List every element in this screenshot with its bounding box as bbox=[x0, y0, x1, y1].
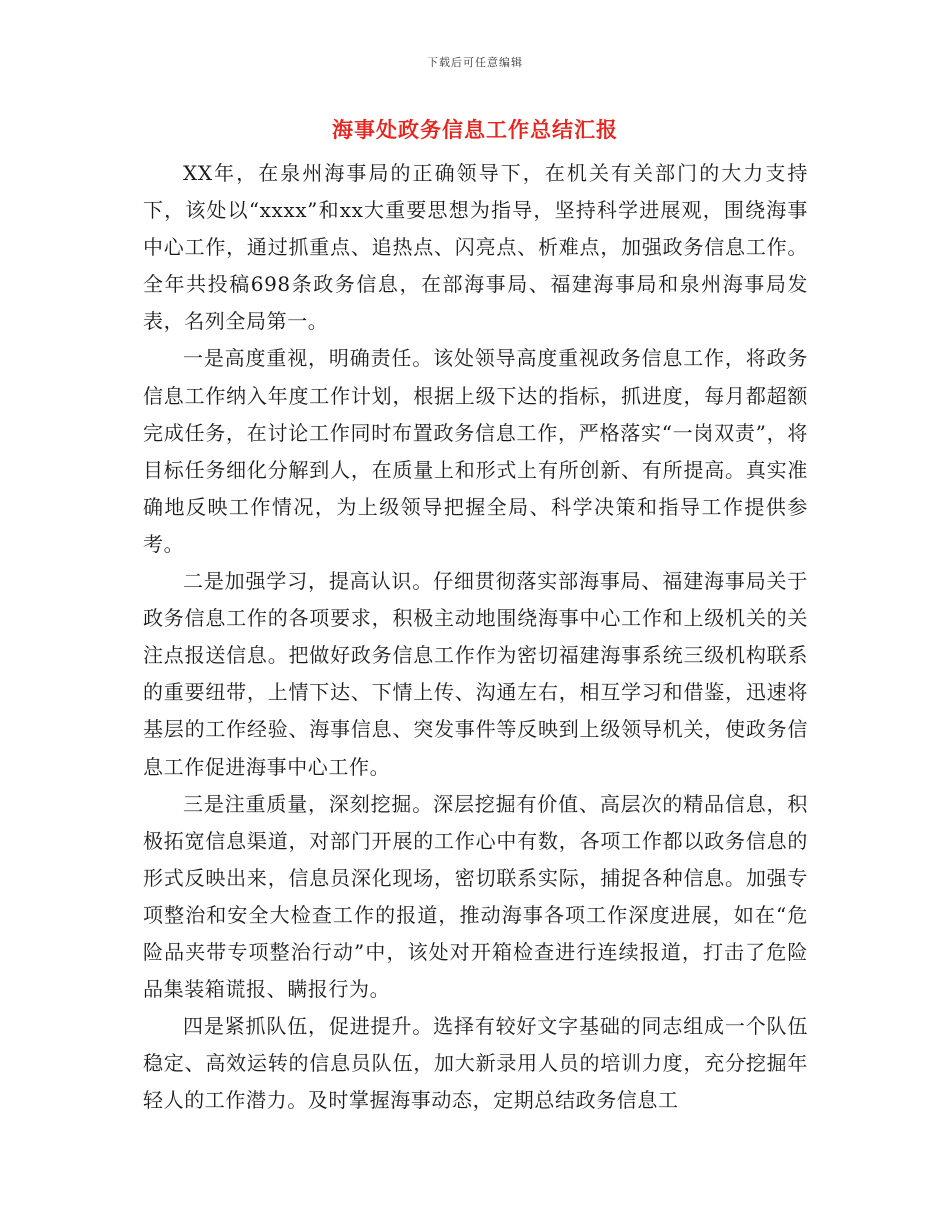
paragraph-point-three: 三是注重质量，深刻挖掘。深层挖掘有价值、高层次的精品信息，积极拓宽信息渠道，对部门开展的工作心中有数，各项工作都以政务信息的形式反映出来，信息员深化现场，密切联系实际，捕捉各种信息。加强专项整治和安全大检查工作的报道，推动海事各项工作深度进展，如在“危险品夹带专项整治行动”中，该处对开箱检查进行连续报道，打击了危险品集装箱谎报、瞒报行为。 bbox=[143, 791, 808, 1002]
paragraph-point-four: 四是紧抓队伍，促进提升。选择有较好文字基础的同志组成一个队伍稳定、高效运转的信息员队伍，加大新录用人员的培训力度，充分挖掘年轻人的工作潜力。及时掌握海事动态，定期总结政务信息工 bbox=[143, 1014, 808, 1113]
paragraph-intro: XX年，在泉州海事局的正确领导下，在机关有关部门的大力支持下，该处以“xxxx”和xx大重要思想为指导，坚持科学进展观，围绕海事中心工作，通过抓重点、追热点、闪亮点、析难点，加强政务信息工作。全年共投稿698条政务信息，在部海事局、福建海事局和泉州海事局发表，名列全局第一。 bbox=[143, 161, 808, 334]
document-title: 海事处政务信息工作总结汇报 bbox=[332, 117, 618, 142]
paragraph-point-two: 二是加强学习，提高认识。仔细贯彻落实部海事局、福建海事局关于政务信息工作的各项要求，积极主动地围绕海事中心工作和上级机关的关注点报送信息。把做好政务信息工作作为密切福建海事系统三级机构联系的重要纽带，上情下达、下情上传、沟通左右，相互学习和借鉴，迅速将基层的工作经验、海事信息、突发事件等反映到上级领导机关，使政务信息工作促进海事中心工作。 bbox=[143, 569, 808, 779]
header-note: 下载后可任意编辑 bbox=[427, 56, 523, 69]
document-body bbox=[143, 155, 808, 1119]
paragraph-point-one: 一是高度重视，明确责任。该处领导高度重视政务信息工作，将政务信息工作纳入年度工作计划，根据上级下达的指标，抓进度，每月都超额完成任务，在讨论工作同时布置政务信息工作，严格落实“一岗双责”，将目标任务细化分解到人，在质量上和形式上有所创新、有所提高。真实准确地反映工作情况，为上级领导把握全局、科学决策和指导工作提供参考。 bbox=[143, 346, 808, 556]
